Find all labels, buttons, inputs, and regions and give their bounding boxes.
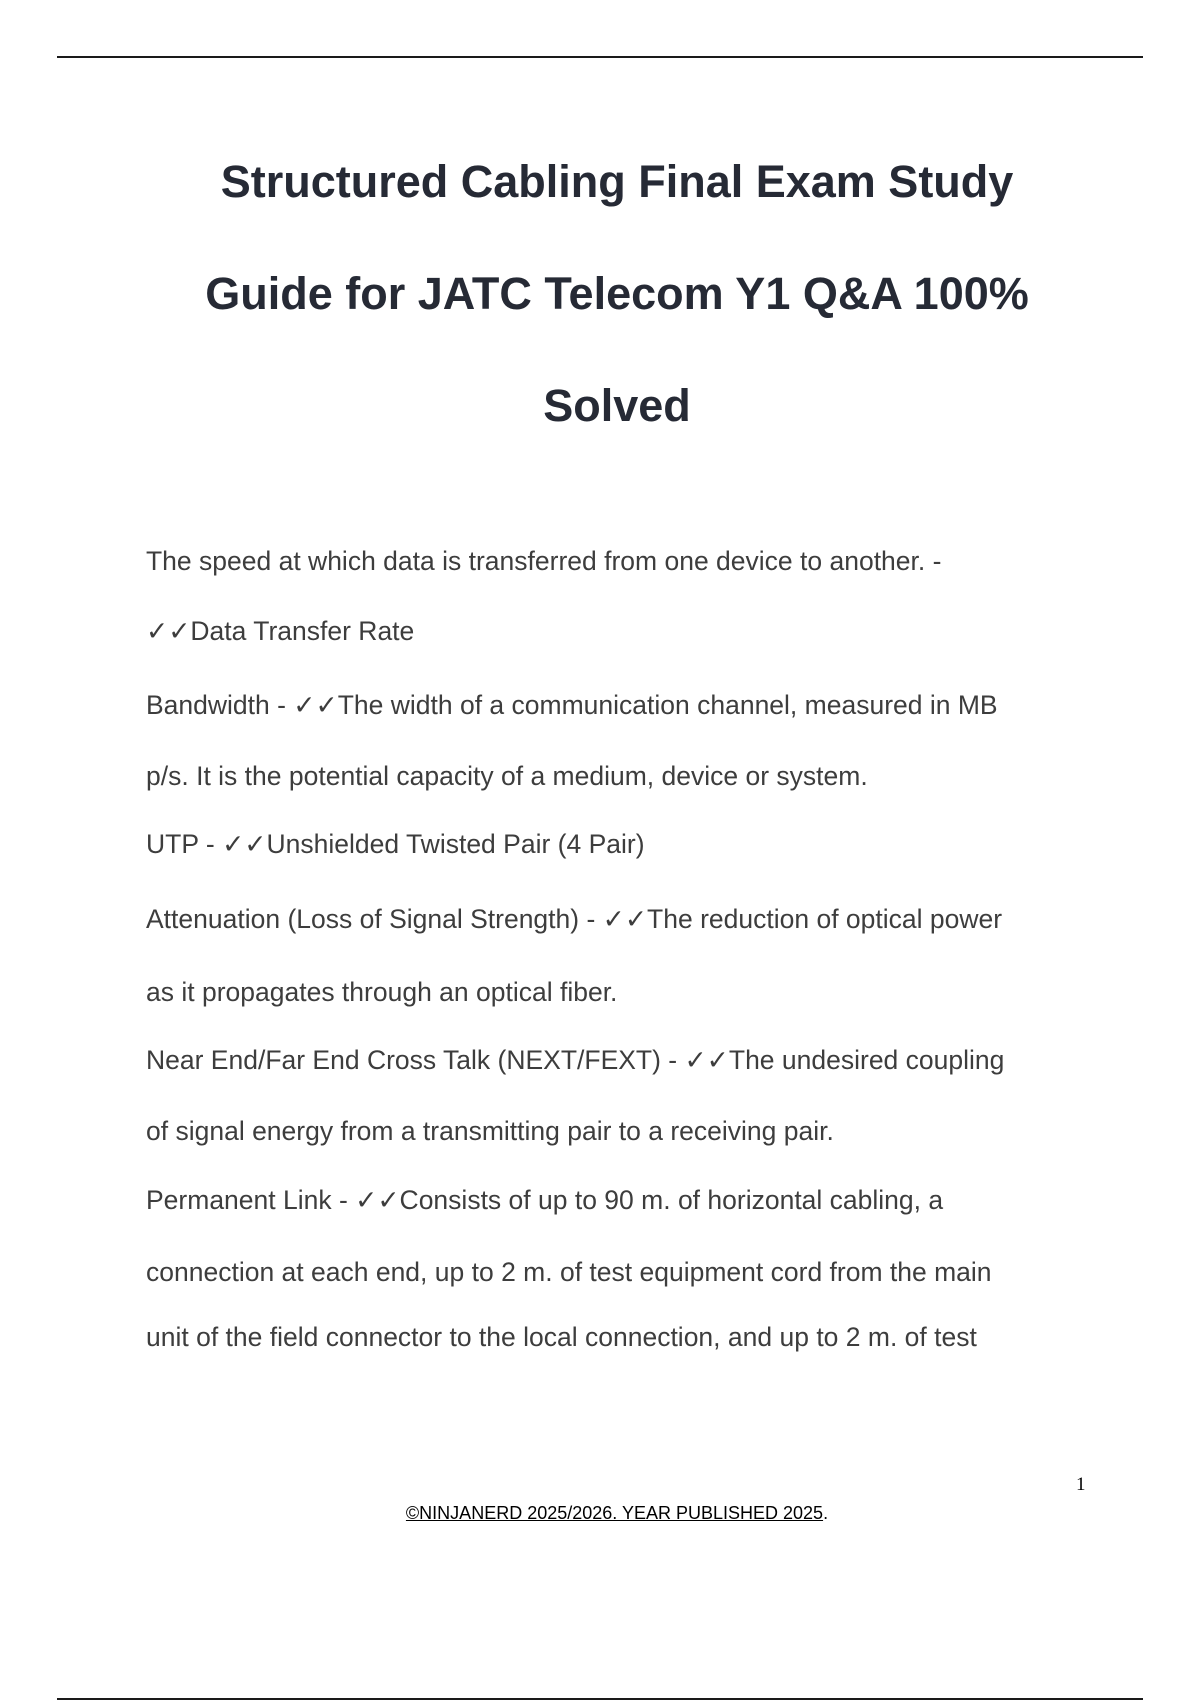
copyright-period: .	[823, 1503, 829, 1523]
body-line: p/s. It is the potential capacity of a medium, device or system.	[146, 761, 868, 791]
body-line: Near End/Far End Cross Talk (NEXT/FEXT) - ✓✓The undesired coupling	[146, 1045, 1005, 1075]
title-line-2: Guide for JATC Telecom Y1 Q&A 100%	[205, 268, 1029, 319]
body-line: Permanent Link - ✓✓Consists of up to 90 m. of horizontal cabling, a	[146, 1185, 944, 1215]
document-title	[0, 126, 1200, 462]
body-line: as it propagates through an optical fiber.	[146, 977, 618, 1007]
title-line-1: Structured Cabling Final Exam Study	[220, 156, 1014, 207]
top-rule	[57, 56, 1143, 58]
copyright-footer	[0, 1503, 1200, 1524]
body-line: of signal energy from a transmitting pair to a receiving pair.	[146, 1116, 834, 1146]
body-line: unit of the field connector to the local connection, and up to 2 m. of test	[146, 1322, 977, 1352]
body-line: Bandwidth - ✓✓The width of a communication channel, measured in MB	[146, 690, 998, 720]
page-number: 1	[1076, 1474, 1086, 1495]
copyright-text: ©NINJANERD 2025/2026. YEAR PUBLISHED 2025	[405, 1503, 824, 1523]
body-line: Attenuation (Loss of Signal Strength) - ✓✓The reduction of optical power	[146, 904, 1003, 934]
body-line: ✓✓Data Transfer Rate	[146, 616, 415, 646]
body-line: connection at each end, up to 2 m. of test equipment cord from the main	[146, 1257, 992, 1287]
title-line-3: Solved	[543, 380, 691, 431]
body-line: UTP - ✓✓Unshielded Twisted Pair (4 Pair)	[146, 829, 645, 859]
body-line: The speed at which data is transferred from one device to another. -	[146, 546, 942, 576]
